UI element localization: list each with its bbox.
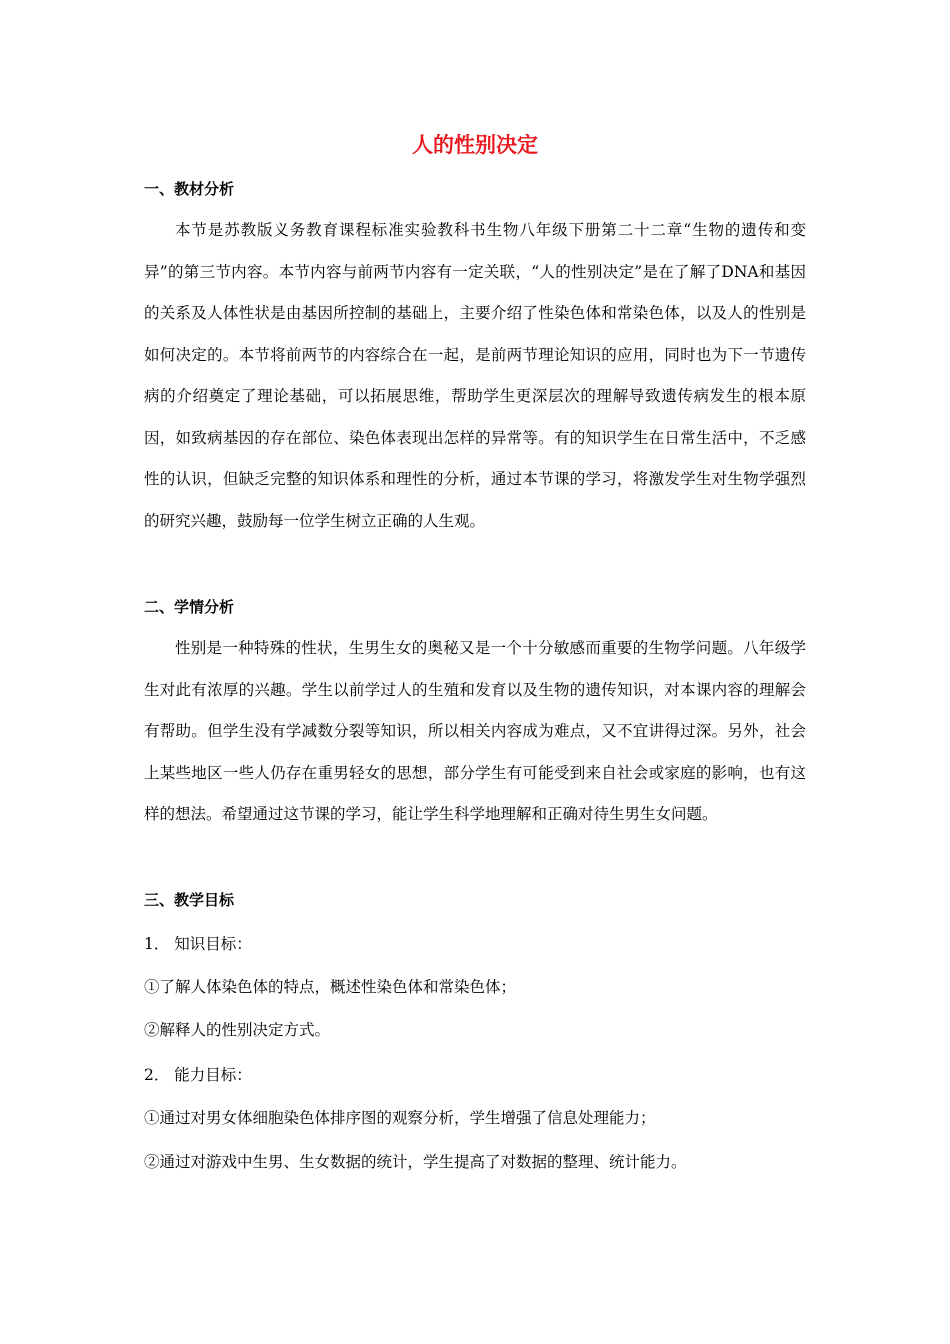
section-paragraph-student-analysis: 性别是一种特殊的性状，生男生女的奥秘又是一个十分敏感而重要的生物学问题。八年级学生对此有浓厚的兴趣。学生以前学过人的生殖和发育以及生物的遗传知识，对本课内容的理解会有帮助。但学生没有学减数分裂等知识，所以相关内容成为难点，又不宜讲得过深。另外，社会上某些地区一些人仍存在重男轻女的思想，部分学生有可能受到来自社会或家庭的影响，也有这样的想法。希望通过这节课的学习，能让学生科学地理解和正确对待生男生女问题。 (144, 639, 806, 823)
goal-line-ability: 2． 能力目标： (144, 1066, 252, 1084)
section-heading-textbook-analysis: 一、教材分析 (144, 180, 235, 198)
goal-line-knowledge: 1． 知识目标： (144, 935, 252, 953)
goal-item: ①了解人体染色体的特点，概述性染色体和常染色体； (144, 978, 517, 996)
goal-item: ①通过对男女体细胞染色体排序图的观察分析，学生增强了信息处理能力； (144, 1109, 656, 1127)
document-title: 人的性别决定 (412, 133, 538, 157)
section-heading-teaching-goals: 三、教学目标 (144, 891, 235, 909)
goal-item: ②通过对游戏中生男、生女数据的统计，学生提高了对数据的整理、统计能力。 (144, 1153, 687, 1171)
goal-item: ②解释人的性别决定方式。 (144, 1021, 331, 1039)
section-paragraph-textbook-analysis: 本节是苏教版义务教育课程标准实验教科书生物八年级下册第二十二章“生物的遗传和变异”的第三节内容。本节内容与前两节内容有一定关联，“人的性别决定”是在了解了DNA和基因的关系及人体性状是由基因所控制的基础上，主要介绍了性染色体和常染色体，以及人的性别是如何决定的。本节将前两节的内容综合在一起，是前两节理论知识的应用，同时也为下一节遗传病的介绍奠定了理论基础，可以拓展思维，帮助学生更深层次的理解导致遗传病发生的根本原因，如致病基因的存在部位、染色体表现出怎样的异常等。有的知识学生在日常生活中，不乏感性的认识，但缺乏完整的知识体系和理性的分析，通过本节课的学习，将激发学生对生物学强烈的研究兴趣，鼓励每一位学生树立正确的人生观。 (144, 221, 806, 530)
section-heading-student-analysis: 二、学情分析 (144, 598, 235, 616)
